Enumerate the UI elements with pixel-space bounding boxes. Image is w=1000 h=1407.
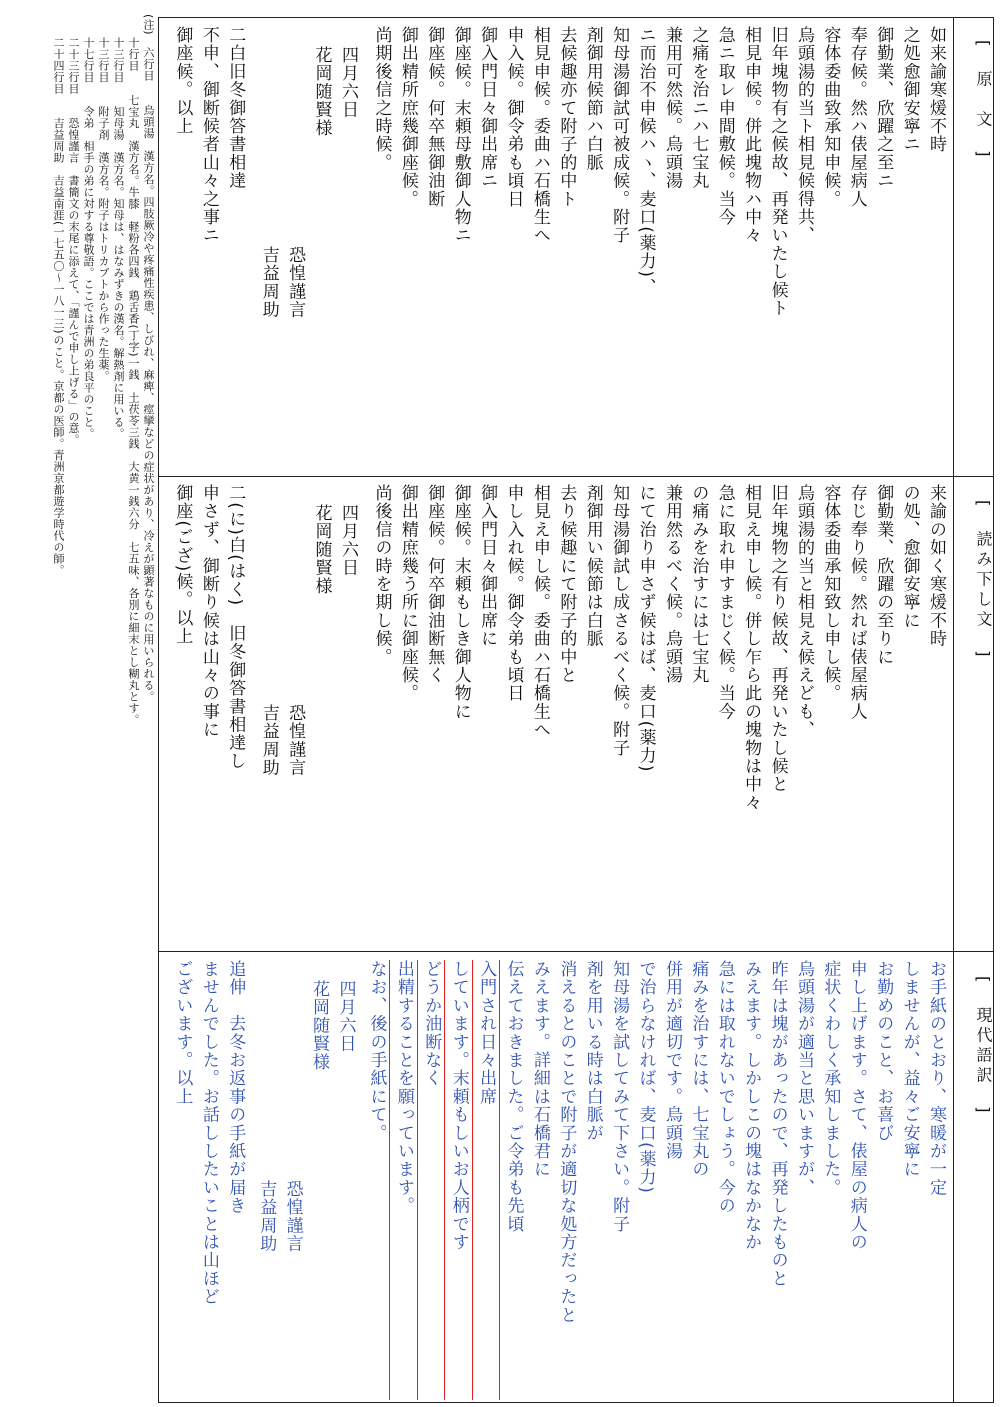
text-line: 昨年は塊があったので、再発したものと <box>767 960 788 1288</box>
section-title-original: [ 原 文 ] <box>974 40 993 161</box>
text-line: 申し入れ候。御令弟も頃日 <box>503 484 524 703</box>
text-line: 御座候。何卒御油断無く <box>424 484 445 685</box>
text-line: 申し上げます。さて、俵屋の病人の <box>846 960 867 1252</box>
sender-name: 吉益周助 <box>256 1180 277 1253</box>
text-line: 剤御用い候節は白脈 <box>582 484 603 648</box>
line-spacer <box>248 26 255 466</box>
text-line: なお、後の手紙にて。 <box>366 960 387 1142</box>
text-line: 旧年塊物有之候故、再発いたし候ト <box>767 26 788 318</box>
text-line: 御座候。何卒無御油断 <box>424 26 445 208</box>
text-line: 之痛を治ニハ七宝丸 <box>688 26 709 190</box>
text-line: 御座(ござ)候。以上 <box>172 484 193 646</box>
sender-name: 吉益周助 <box>258 704 279 777</box>
text-line: 御座候。末頼母敷御人物ニ <box>450 26 471 245</box>
text-line: 烏頭湯的当と相見え候えども、 <box>793 484 814 739</box>
text-line: 烏頭湯的当ト相見候得共、 <box>793 26 814 245</box>
line-spacer <box>248 484 255 944</box>
text-line: 尚後信の時を期し候。 <box>371 484 392 666</box>
text-line: 相見え申し候。委曲ハ石橋生へ <box>529 484 550 739</box>
text-line: 御勤業、欣躍の至りに <box>873 484 894 666</box>
section-title-reading: [ 読み下し文 ] <box>974 500 993 661</box>
text-line: 御出精所庶幾御座候。 <box>397 26 418 208</box>
text-line: 兼用然るべく候。烏頭湯 <box>661 484 682 685</box>
text-line: で治らなければ、麦口(薬力) <box>635 960 656 1195</box>
text-line: 入門され日々出席 <box>472 960 499 1400</box>
text-line: しませんが、益々ご安寧に <box>899 960 920 1179</box>
text-line: みえます。しかしこの塊はなかなか <box>741 960 762 1252</box>
text-line: 不申、御断候者山々之事ニ <box>198 26 219 245</box>
text-line: 急には取れないでしょう。今の <box>714 960 735 1215</box>
line-spacer <box>361 26 368 466</box>
note-line: 二十四行目 吉益周助 吉益南涯(一七五〇～一八一三)のこと。京都の医師。青洲京都遊学時代の師。 <box>52 14 65 576</box>
modern-translation-body <box>169 960 949 1400</box>
note-line: (注) 六行目 烏頭湯 漢方名。四肢厥冷や疼痛性疾患、しびれ、麻痺、痙攣などの症状があり、冷えが顕著なものに用いられる。 <box>142 14 155 703</box>
text-line: 旧年塊物之有り候故、再発いたし候と <box>767 484 788 794</box>
text-line: 知母湯御試可被成候。附子 <box>609 26 630 245</box>
text-line: 尚期後信之時候。 <box>371 26 392 172</box>
sender-name: 吉益周助 <box>258 246 279 319</box>
signature-block <box>255 484 308 944</box>
text-line: お手紙のとおり、寒暖が一定 <box>926 960 946 1197</box>
text-line: 相見申候。委曲ハ石橋生へ <box>529 26 550 245</box>
section-title-modern: [ 現代語訳 ] <box>974 976 993 1117</box>
text-line: の痛みを治すには七宝丸 <box>688 484 709 685</box>
text-line: 之処愈御安寧ニ <box>899 26 920 154</box>
document-frame <box>158 17 994 1403</box>
text-line: 御入門日々御出席ニ <box>477 26 498 190</box>
text-line: 容体委曲致承知申候。 <box>820 26 841 208</box>
text-line: 花岡随賢様 <box>311 504 332 595</box>
closing-phrase: 恐惶謹言 <box>282 1180 303 1253</box>
text-line: 二(に)白(はく) 旧冬御答書相達し <box>225 484 246 771</box>
text-line: 去候趣亦て附子的中ト <box>556 26 577 208</box>
text-line: 御座候。以上 <box>172 26 193 136</box>
note-line: 十七行目 令弟 相手の弟に対する尊敬語。ここでは青洲の弟良平のこと。 <box>82 14 95 440</box>
text-line: 存じ奉り候。然れば俵屋病人 <box>846 484 867 721</box>
text-line: 知母湯を試してみて下さい。附子 <box>609 960 630 1233</box>
text-line: しています。末頼もしいお人柄です <box>444 960 471 1400</box>
text-line: 如来諭寒煖不時 <box>926 26 946 154</box>
notes-column <box>6 14 156 1394</box>
line-spacer <box>361 484 368 944</box>
text-line: 来諭の如く寒煖不時 <box>926 484 946 648</box>
text-line: 相見申候。併此塊物ハ中々 <box>741 26 762 245</box>
text-line: 剤御用候節ハ白脈 <box>582 26 603 172</box>
text-line: 四月六日 <box>337 504 358 577</box>
text-line: 御出精庶幾う所に御座候。 <box>397 484 418 703</box>
text-line: 相見え申し候。併し乍ら此の塊物は中々 <box>741 484 762 812</box>
text-line: 急に取れ申すまじく候。当今 <box>714 484 735 721</box>
text-line: みえます。詳細は石橋君に <box>529 960 550 1179</box>
text-line: 痛みを治すには、七宝丸の <box>688 960 709 1179</box>
text-line: 花岡随賢様 <box>309 980 330 1071</box>
closing-phrase: 恐惶謹言 <box>285 246 306 319</box>
title-divider <box>953 18 954 1402</box>
text-line: 御勤業、欣躍之至ニ <box>873 26 894 190</box>
text-line: ございます。以上 <box>172 960 193 1106</box>
text-line: お勤めのこと、お喜び <box>873 960 894 1142</box>
section-divider <box>159 951 993 952</box>
text-line: 併用が適切です。烏頭湯 <box>661 960 682 1161</box>
note-line: 十三行目 附子剤 漢方名。附子はトリカブトから作った生薬。 <box>97 14 110 382</box>
text-line: 二白旧冬御答書相達 <box>225 26 246 190</box>
text-line: 奉存候。然ハ俵屋病人 <box>846 26 867 208</box>
text-line: 兼用可然候。烏頭湯 <box>661 26 682 190</box>
note-line: 二十三行目 恐惶謹言 書簡文の末尾に添えて、「謹んで申し上げる」の意。 <box>67 14 80 446</box>
text-line: 急ニ取レ申間敷候。当今 <box>714 26 735 227</box>
text-line: 伝えておきました。ご令弟も先頃 <box>499 960 526 1400</box>
text-line: 容体委曲承知致し申し候。 <box>820 484 841 703</box>
text-line: 剤を用いる時は白脈が <box>582 960 603 1142</box>
text-line: 知母湯御試し成さるべく候。附子 <box>609 484 630 757</box>
text-line: 御座候。末頼もしき御人物に <box>450 484 471 721</box>
text-line: 四月六日 <box>335 980 356 1053</box>
text-line: ニ而治不申候ハヽ、麦口(薬力)、 <box>635 26 656 297</box>
text-line: 消えるとのことで附子が適切な処方だったと <box>556 960 577 1324</box>
signature-block <box>255 26 308 466</box>
text-line: 出精することを願っています。 <box>389 960 416 1400</box>
text-line: 烏頭湯が適当と思いますが、 <box>793 960 814 1197</box>
original-text-body <box>169 26 949 466</box>
reading-text-body <box>169 484 949 944</box>
note-line: 十三行目 知母湯 漢方名。知母は、はなみずきの漢名。解熱剤に用いる。 <box>112 14 125 440</box>
text-line: 花岡随賢様 <box>311 46 332 137</box>
text-line: 申入候。御令弟も頃日 <box>503 26 524 208</box>
signature-block <box>253 960 306 1400</box>
text-line: 御入門日々御出席に <box>477 484 498 648</box>
text-line: 四月六日 <box>337 46 358 119</box>
section-divider <box>159 476 993 477</box>
text-line: ませんでした。お話ししたいことは山ほど <box>198 960 219 1306</box>
text-line: 追伸 去冬お返事の手紙が届き <box>225 960 246 1215</box>
text-line: 申さず、御断り候は山々の事に <box>198 484 219 739</box>
text-line: どうか油断なく <box>417 960 444 1400</box>
text-line: 去り候趣にて附子的中と <box>556 484 577 685</box>
closing-phrase: 恐惶謹言 <box>285 704 306 777</box>
text-line: 症状くわしく承知しました。 <box>820 960 841 1197</box>
note-line: 十行目 七宝丸 漢方名。牛膝 軽粉各四銭 鶏舌香(丁字)一銭 土茯苓三銭 大黄一銭六分 七五味、各別に細末とし糊丸とす。 <box>127 14 140 726</box>
text-line: の処、愈御安寧に <box>899 484 920 630</box>
text-line: にて治り申さず候はば、麦口(薬力) <box>635 484 656 773</box>
